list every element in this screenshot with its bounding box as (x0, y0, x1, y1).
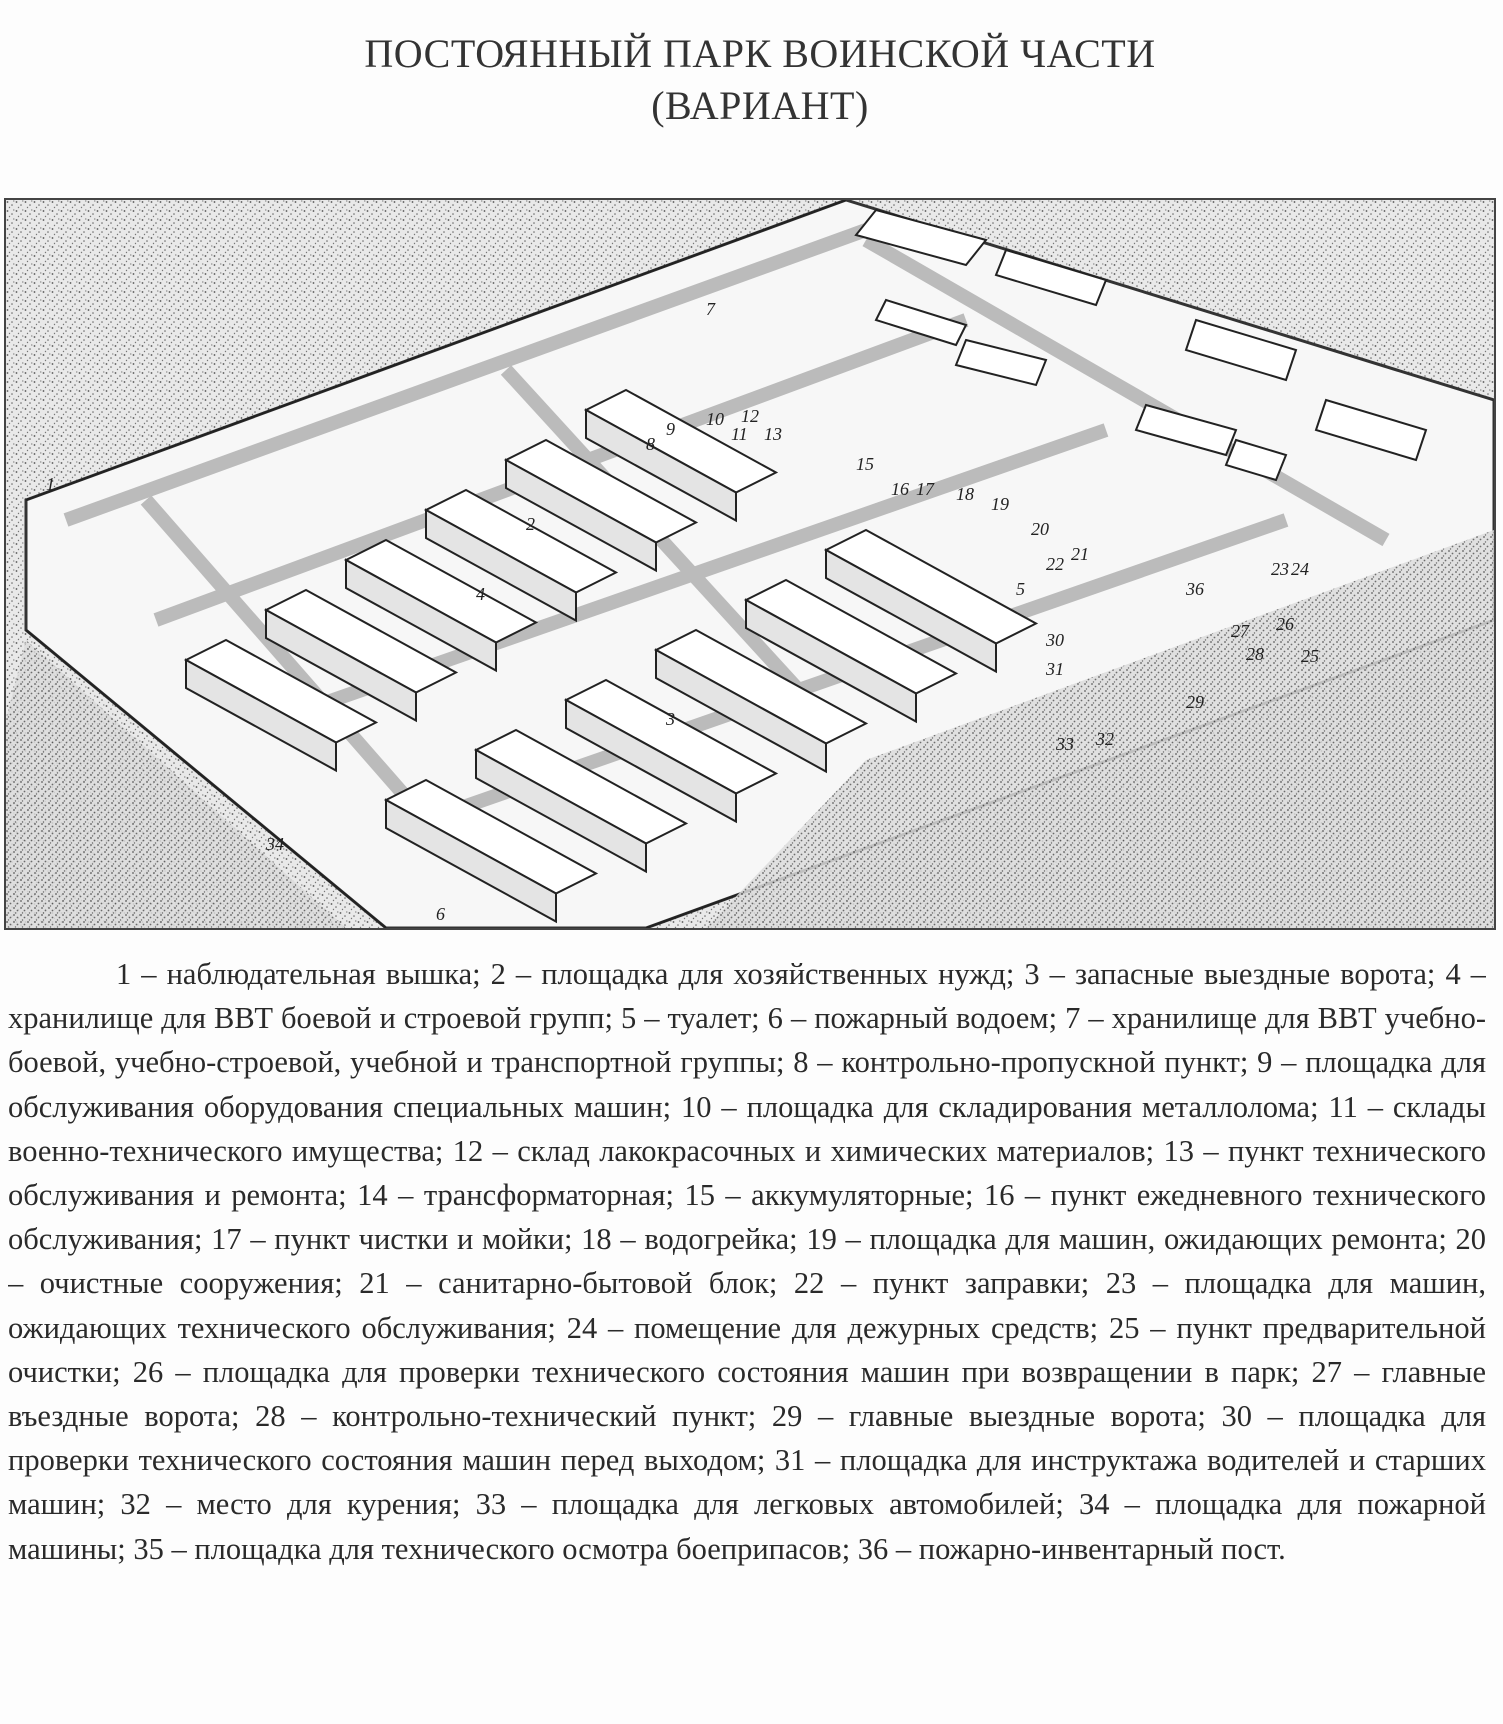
callout-number: 11 (731, 424, 748, 444)
callout-number: 13 (764, 424, 782, 444)
callout-number: 5 (1016, 579, 1025, 599)
callout-number: 21 (1071, 544, 1089, 564)
park-layout-illustration (4, 198, 1496, 930)
callout-number: 34 (266, 834, 284, 854)
callout-number: 16 (891, 479, 909, 499)
callout-number: 4 (476, 584, 485, 604)
callout-number: 12 (741, 406, 759, 426)
callout-number: 31 (1046, 659, 1064, 679)
callout-number: 8 (646, 434, 655, 454)
callout-number: 25 (1301, 646, 1319, 666)
callout-number: 10 (706, 409, 724, 429)
callout-number: 18 (956, 484, 974, 504)
callout-number: 1 (46, 474, 55, 494)
callout-number: 29 (1186, 692, 1204, 712)
legend-caption: 1 – наблюдательная вышка; 2 – площадка для хозяйственных нужд; 3 – запасные выездные ворота; 4 – хранилище для ВВТ боевой и строевой групп; 5 – туалет; 6 – пожарный водоем; 7 – хранилище для ВВТ учебно-боевой, учебно-строевой, учебной и транспортной группы; 8 – контрольно-пропускной пункт; 9 – площадка для обслуживания оборудования специальных машин; 10 – площадка для складирования металлолома; 11 – склады военно-технического имущества; 12 – склад лакокрасочных и химических материалов; 13 – пункт технического обслуживания и ремонта; 14 – трансформаторная; 15 – аккумуляторные; 16 – пункт ежедневного технического обслуживания; 17 – пункт чистки и мойки; 18 – водогрейка; 19 – площадка для машин, ожидающих ремонта; 20 – очистные сооружения; 21 – санитарно-бытовой блок; 22 – пункт заправки; 23 – площадка для машин, ожидающих технического обслуживания; 24 – помещение для дежурных средств; 25 – пункт предварительной очистки; 26 – площадка для проверки технического состояния машин при возвращении в парк; 27 – главные въездные ворота; 28 – контрольно-технический пункт; 29 – главные выездные ворота; 30 – площадка для проверки технического состояния машин перед выходом; 31 – площадка для инструктажа водителей и старших машин; 32 – место для курения; 33 – площадка для легковых автомобилей; 34 – площадка для пожарной машины; 35 – площадка для технического осмотра боеприпасов; 36 – пожарно-инвентарный пост. (8, 957, 1486, 1566)
callout-number: 26 (1276, 614, 1294, 634)
callout-number: 6 (436, 904, 445, 924)
callout-number: 2 (526, 514, 535, 534)
callout-number: 15 (856, 454, 874, 474)
callout-number: 17 (916, 479, 934, 499)
page-title (0, 28, 1503, 132)
callout-number: 30 (1046, 630, 1064, 650)
title-line-1: ПОСТОЯННЫЙ ПАРК ВОИНСКОЙ ЧАСТИ (364, 31, 1156, 76)
callout-number: 33 (1056, 734, 1074, 754)
callout-number: 20 (1031, 519, 1049, 539)
callout-number: 28 (1246, 644, 1264, 664)
title-line-2: (ВАРИАНТ) (651, 83, 869, 128)
callout-number: 9 (666, 419, 675, 439)
callout-number: 23 (1271, 559, 1289, 579)
callout-number: 36 (1186, 579, 1204, 599)
callout-number: 32 (1096, 729, 1114, 749)
callout-number: 7 (706, 299, 715, 319)
callout-number: 3 (666, 709, 675, 729)
callout-number: 24 (1291, 559, 1309, 579)
callout-number: 27 (1231, 621, 1249, 641)
callout-number: 19 (991, 494, 1009, 514)
park-illustration-svg (6, 200, 1494, 928)
callout-number: 22 (1046, 554, 1064, 574)
